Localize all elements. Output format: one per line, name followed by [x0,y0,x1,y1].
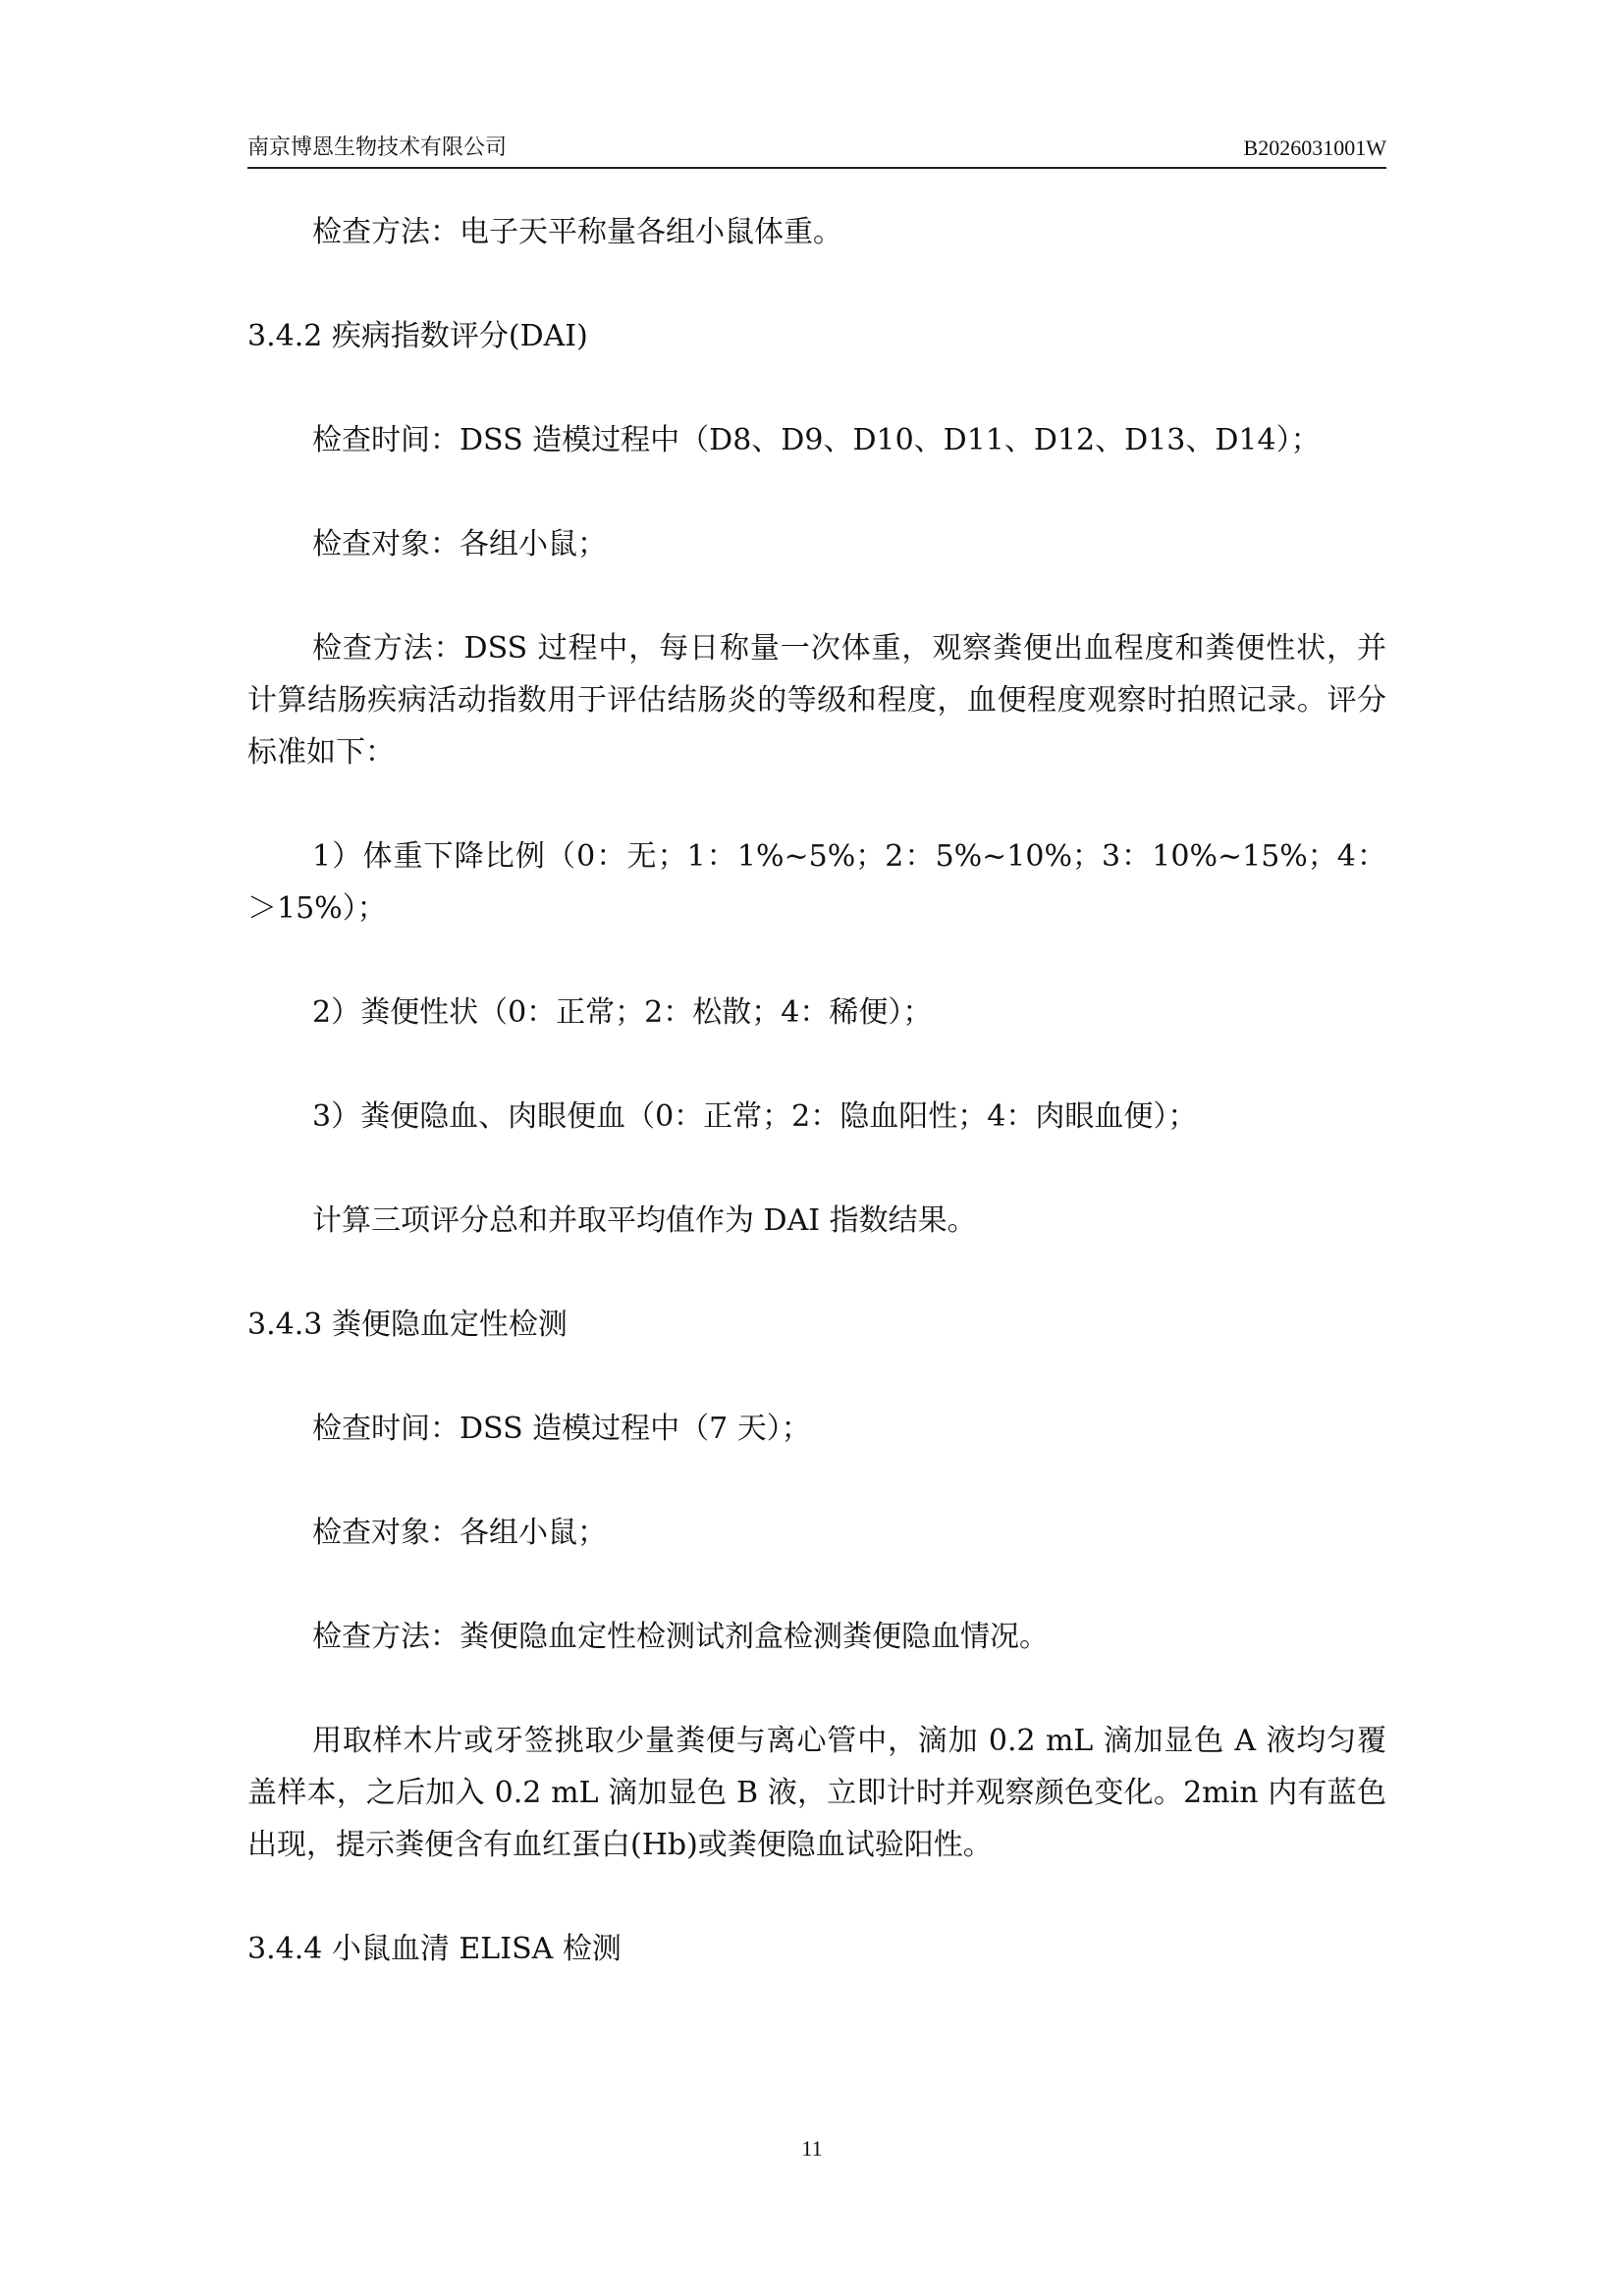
list-item: 1）体重下降比例（0：无；1：1%~5%；2：5%~10%；3：10%~15%；4：＞15%）； [247,839,1386,926]
paragraph: 检查方法：电子天平称量各组小鼠体重。 [312,215,842,249]
section-heading: 3.4.4 小鼠血清 ELISA 检测 [247,1932,622,1966]
paragraph: 检查对象：各组小鼠； [312,1516,607,1550]
paragraph: 检查方法：粪便隐血定性检测试剂盒检测粪便隐血情况。 [312,1620,1049,1654]
document-number: B2026031001W [1243,135,1386,160]
company-name: 南京博恩生物技术有限公司 [247,135,508,160]
section-heading: 3.4.3 粪便隐血定性检测 [247,1308,568,1342]
paragraph: 检查时间：DSS 造模过程中（7 天）； [312,1412,811,1446]
page-header [247,130,1386,169]
paragraph: 计算三项评分总和并取平均值作为 DAI 指数结果。 [312,1203,977,1238]
paragraph: 检查对象：各组小鼠； [312,527,607,561]
paragraph: 用取样木片或牙签挑取少量粪便与离心管中，滴加 0.2 mL 滴加显色 A 液均匀覆盖样本，之后加入 0.2 mL 滴加显色 B 液，立即计时并观察颜色变化。2min 内有蓝色出现，提示粪便含有血红蛋白(Hb)或粪便隐血试验阳性。 [247,1724,1386,1862]
paragraph: 检查方法：DSS 过程中，每日称量一次体重，观察粪便出血程度和粪便性状，并计算结肠疾病活动指数用于评估结肠炎的等级和程度，血便程度观察时拍照记录。评分标准如下： [247,631,1386,770]
list-item: 3）粪便隐血、肉眼便血（0：正常；2：隐血阳性；4：肉眼血便）； [312,1099,1198,1134]
page-number: 11 [801,2136,823,2161]
paragraph: 检查时间：DSS 造模过程中（D8、D9、D10、D11、D12、D13、D14）； [312,423,1321,457]
list-item: 2）粪便性状（0：正常；2：松散；4：稀便）； [312,995,933,1030]
section-heading: 3.4.2 疾病指数评分(DAI) [247,319,588,353]
page-body [247,206,1386,1975]
